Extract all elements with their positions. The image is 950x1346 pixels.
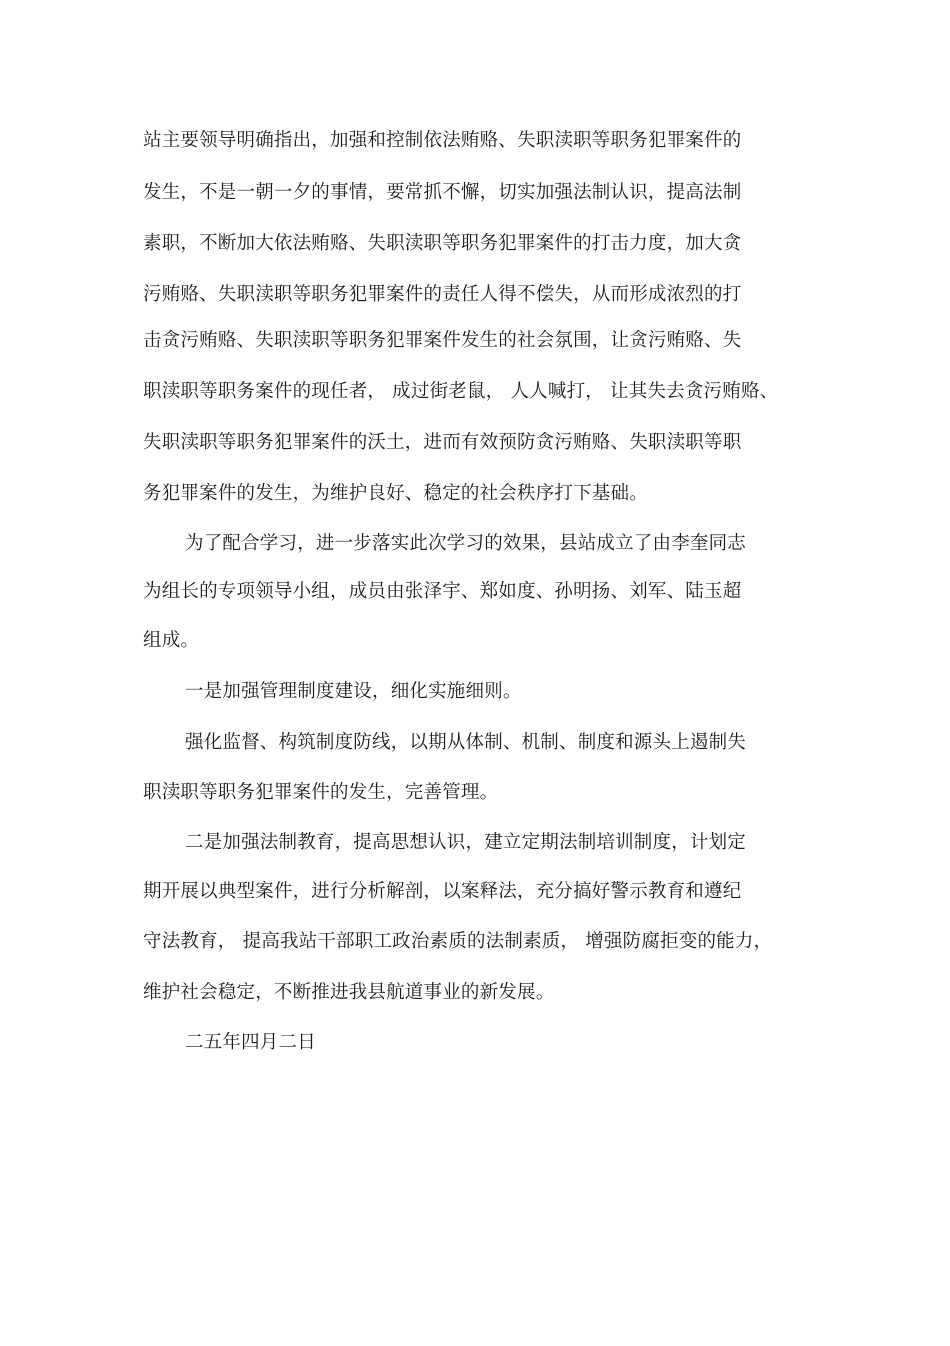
paragraph-start-line: 为了配合学习，进一步落实此次学习的效果，县站成立了由李奎同志 bbox=[185, 533, 747, 554]
text-line: 组成。 bbox=[143, 630, 200, 651]
text-line: 击贪污贿赂、失职渎职等职务犯罪案件发生的社会氛围，让贪污贿赂、失 bbox=[143, 330, 742, 351]
document-date: 二五年四月二日 bbox=[185, 1032, 316, 1053]
section-heading-1: 一是加强管理制度建设，细化实施细则。 bbox=[185, 681, 522, 702]
text-line: 污贿赂、失职渎职等职务犯罪案件的责任人得不偿失，从而形成浓烈的打 bbox=[143, 284, 742, 305]
text-line: 职渎职等职务案件的现任者， 成过街老鼠， 人人喊打， 让其失去贪污贿赂、 bbox=[143, 381, 779, 402]
text-line: 期开展以典型案件，进行分析解剖，以案释法，充分搞好警示教育和遵纪 bbox=[143, 881, 742, 902]
paragraph-start-line: 二是加强法制教育，提高思想认识，建立定期法制培训制度，计划定 bbox=[185, 832, 747, 853]
text-line: 素职，不断加大依法贿赂、失职渎职等职务犯罪案件的打击力度，加大贪 bbox=[143, 233, 742, 254]
text-line: 站主要领导明确指出，加强和控制依法贿赂、失职渎职等职务犯罪案件的 bbox=[143, 130, 742, 151]
text-line: 失职渎职等职务犯罪案件的沃土，进而有效预防贪污贿赂、失职渎职等职 bbox=[143, 432, 742, 453]
paragraph-start-line: 强化监督、构筑制度防线，以期从体制、机制、制度和源头上遏制失 bbox=[185, 732, 747, 753]
text-line: 职渎职等职务犯罪案件的发生，完善管理。 bbox=[143, 782, 499, 803]
text-line: 发生，不是一朝一夕的事情，要常抓不懈，切实加强法制认识，提高法制 bbox=[143, 182, 742, 203]
text-line: 守法教育， 提高我站干部职工政治素质的法制素质， 增强防腐拒变的能力， bbox=[143, 931, 773, 952]
text-line: 维护社会稳定，不断推进我县航道事业的新发展。 bbox=[143, 982, 555, 1003]
text-line: 务犯罪案件的发生，为维护良好、稳定的社会秩序打下基础。 bbox=[143, 483, 648, 504]
text-line: 为组长的专项领导小组，成员由张泽宇、郑如度、孙明扬、刘军、陆玉超 bbox=[143, 581, 742, 602]
